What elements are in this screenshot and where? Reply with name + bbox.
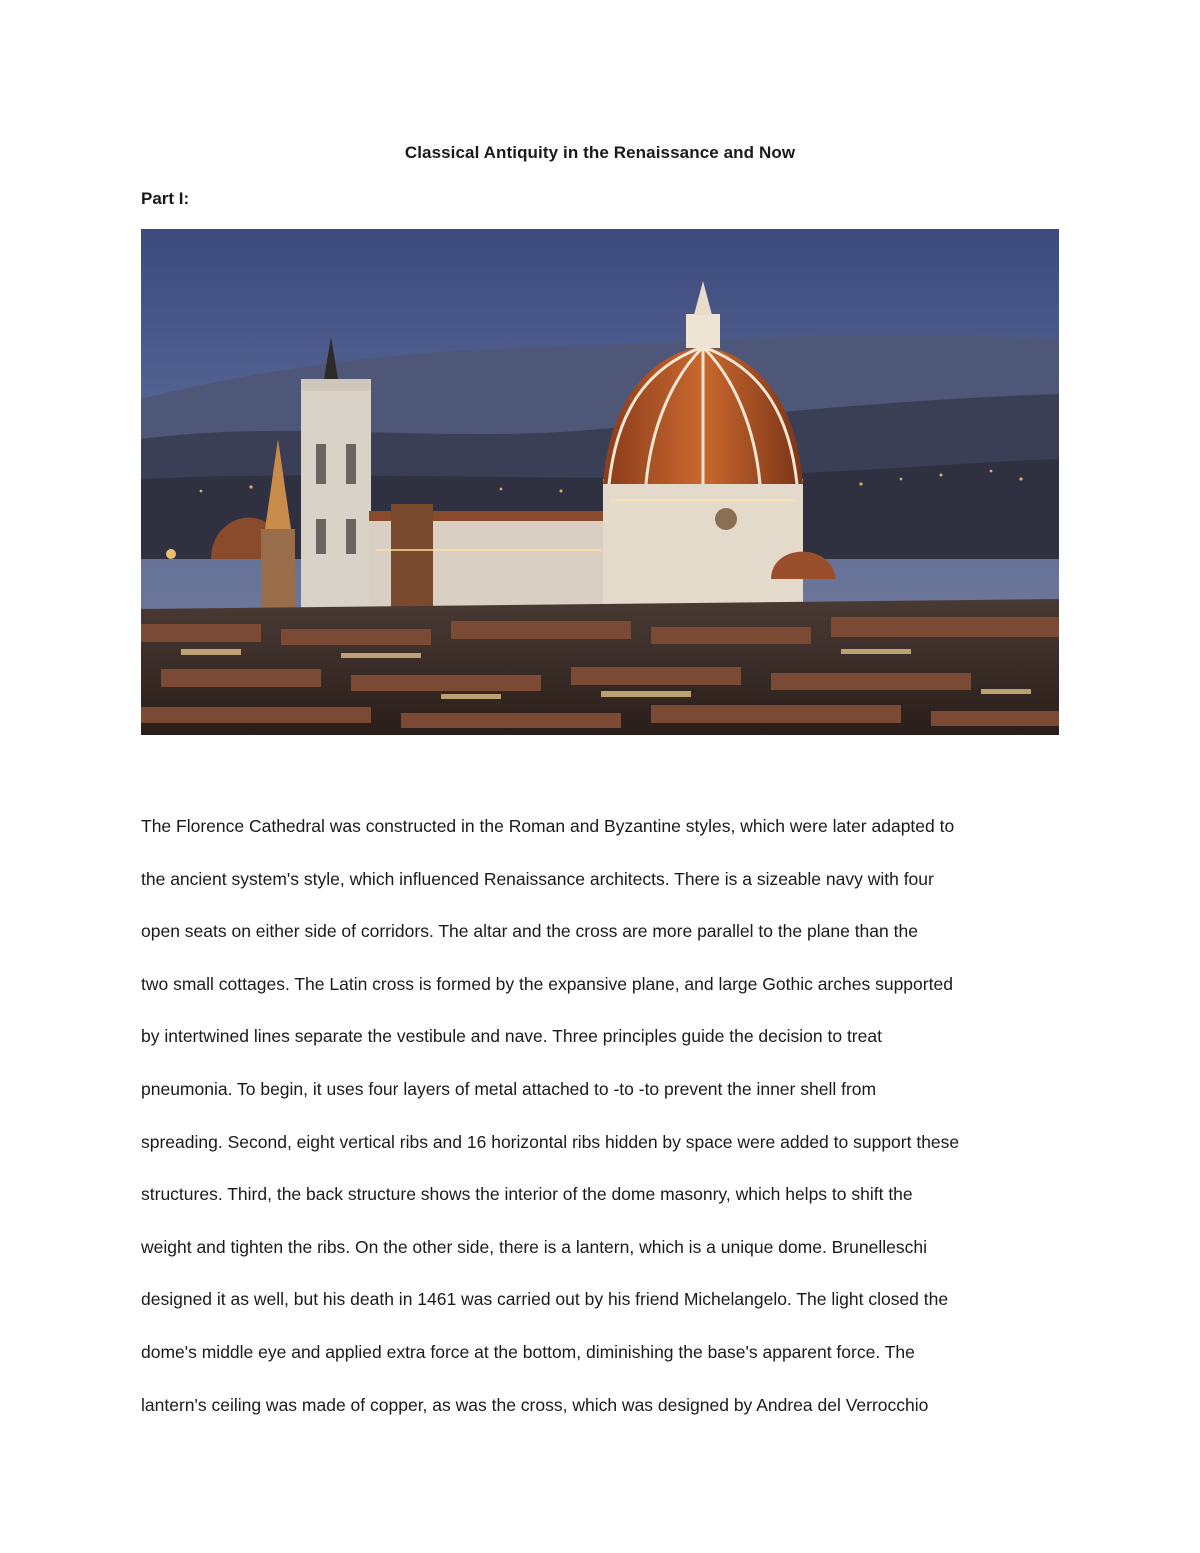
paragraph-line: The Florence Cathedral was constructed in the Roman and Byzantine styles, which were later adapted to	[141, 816, 955, 836]
paragraph-line: by intertwined lines separate the vestibule and nave. Three principles guide the decision to treat	[141, 1026, 882, 1047]
document-title: Classical Antiquity in the Renaissance and Now	[404, 143, 796, 162]
paragraph-line: spreading. Second, eight vertical ribs and 16 horizontal ribs hidden by space were added to support these	[141, 1131, 960, 1152]
paragraph-line: structures. Third, the back structure shows the interior of the dome masonry, which helps to shift the	[141, 1184, 913, 1205]
paragraph-line: two small cottages. The Latin cross is formed by the expansive plane, and large Gothic arches supported	[141, 973, 953, 994]
paragraph-line: designed it as well, but his death in 1461 was carried out by his friend Michelangelo. The light closed the	[141, 1289, 949, 1310]
florence-cathedral-photo	[141, 229, 1059, 735]
paragraph-line: the ancient system's style, which influenced Renaissance architects. There is a sizeable navy with four	[141, 868, 934, 889]
body-paragraph	[141, 800, 1071, 1431]
paragraph-line: weight and tighten the ribs. On the other side, there is a lantern, which is a unique dome. Brunelleschi	[141, 1236, 928, 1257]
paragraph-line: dome's middle eye and applied extra force at the bottom, diminishing the base's apparent force. The	[141, 1341, 915, 1362]
paragraph-line: open seats on either side of corridors. The altar and the cross are more parallel to the plane than the	[141, 921, 918, 942]
paragraph-line: pneumonia. To begin, it uses four layers of metal attached to -to -to prevent the inner shell from	[141, 1078, 877, 1099]
paragraph-line: lantern's ceiling was made of copper, as was the cross, which was designed by Andrea del Verrocchio	[141, 1394, 929, 1415]
section-label: Part I:	[141, 189, 190, 208]
